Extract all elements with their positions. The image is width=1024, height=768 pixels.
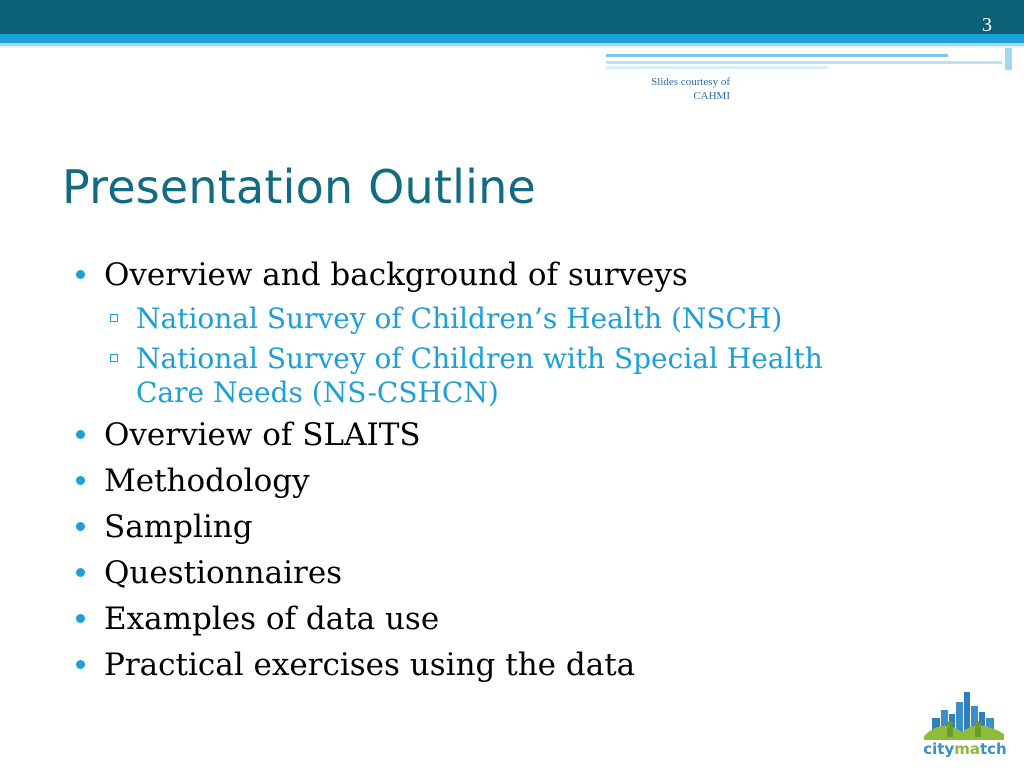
slide-title: Presentation Outline [62,160,536,214]
top-header-band [0,0,1024,34]
citymatch-logo [918,688,1012,758]
logo-text-tch: tch [980,740,1007,758]
header-divider-line [0,46,1024,48]
outline-item [76,256,956,294]
decorative-block [1005,48,1012,70]
logo-text-ma: ma [954,740,980,758]
bullet-dot-icon [76,430,85,439]
outline-item [76,416,956,454]
outline-subitem [76,342,956,410]
outline-item-text: Sampling [104,509,253,545]
outline-item-text: Questionnaires [104,555,343,591]
bullet-dot-icon [76,614,85,623]
outline-subitem [76,302,956,336]
outline-item-text: Overview of SLAITS [104,417,421,453]
bullet-square-icon [110,314,118,322]
decorative-stripe [606,66,828,69]
outline-list [76,256,956,692]
city-skyline-icon [918,688,1012,758]
outline-item-text: Methodology [104,463,310,499]
logo-text-city: city [923,740,955,758]
courtesy-line: Slides courtesy of [651,76,730,88]
outline-item [76,554,956,592]
outline-subitem-text: Care Needs (NS-CSHCN) [136,376,499,409]
outline-subitem-text: National Survey of Children with Special Health [136,342,823,375]
outline-subitem-text: National Survey of Children’s Health (NSCH) [136,302,783,335]
outline-item [76,508,956,546]
bullet-dot-icon [76,660,85,669]
bullet-dot-icon [76,522,85,531]
decorative-stripe [606,61,1002,64]
outline-item-text: Practical exercises using the data [104,647,636,683]
outline-item [76,646,956,684]
decorative-stripe [606,54,948,57]
courtesy-note [620,75,730,103]
outline-item-text: Examples of data use [104,601,440,637]
bullet-dot-icon [76,476,85,485]
bullet-dot-icon [76,270,85,279]
outline-item [76,462,956,500]
courtesy-source: CAHMI [693,90,730,102]
outline-item [76,600,956,638]
header-accent-band [0,34,1024,43]
outline-item-text: Overview and background of surveys [104,257,688,293]
slide-number: 3 [982,14,992,36]
svg-text:citymatch [923,740,1007,758]
bullet-dot-icon [76,568,85,577]
bullet-square-icon [110,354,118,362]
